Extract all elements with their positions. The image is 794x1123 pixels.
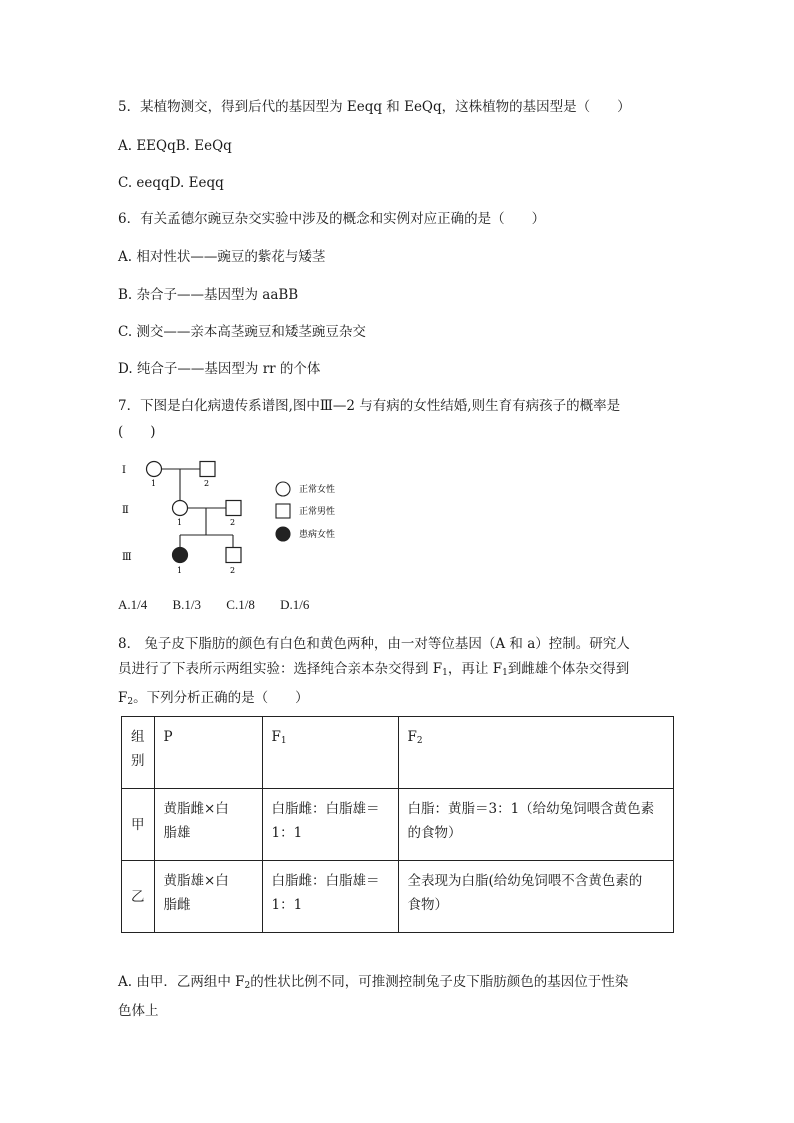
header-p: P: [154, 717, 262, 789]
I-2-normal-male: [200, 462, 215, 477]
q6-stem: 6．有关孟德尔豌豆杂交实验中涉及的概念和实例对应正确的是（ ）: [118, 211, 546, 227]
II-1-number: 1: [177, 518, 183, 527]
row-yi-p: 黄脂雄×白 脂雌: [154, 861, 262, 933]
legend-normal-female-symbol: [276, 482, 290, 496]
q7-stem: 7．下图是白化病遗传系谱图,图中Ⅲ—2 与有病的女性结婚,则生育有病孩子的概率是: [118, 398, 621, 414]
q5-option-cd: C. eeqqD. Eeqq: [118, 175, 224, 191]
header-f2: $F_2$: [398, 717, 674, 789]
q7-option-c: C.1/8: [226, 597, 255, 612]
q8-stem-line-3: $F_2$。下列分析正确的是（ ）: [118, 690, 309, 707]
table-row: [122, 789, 674, 861]
II-1-normal-female: [173, 501, 188, 516]
III-2-number: 2: [230, 566, 236, 575]
q8-stem-line-1: 8． 兔子皮下脂肪的颜色有白色和黄色两种，由一对等位基因（A 和 a）控制。研究人: [118, 636, 630, 652]
row-jia-group: 甲: [122, 789, 155, 861]
row-jia-f2: 白脂：黄脂＝3：1（给幼兔饲喂含黄色素 的食物）: [398, 789, 674, 861]
legend-affected-female: 患病女性: [299, 530, 336, 540]
I-1-number: 1: [151, 479, 157, 488]
q5-stem: 5．某植物测交，得到后代的基因型为 Eeqq 和 EeQq，这株植物的基因型是（ ）: [118, 99, 631, 115]
q7-stem-paren: ( ): [118, 424, 156, 440]
q6-option-a: A. 相对性状——豌豆的紫花与矮茎: [118, 249, 326, 265]
gen-label-1: Ⅰ: [122, 465, 126, 476]
q7-option-d: D.1/6: [280, 597, 310, 612]
row-jia-p: 黄脂雌×白 脂雄: [154, 789, 262, 861]
II-2-normal-male: [226, 501, 241, 516]
row-yi-f2: 全表现为白脂(给幼兔饲喂不含黄色素的 食物）: [398, 861, 674, 933]
pedigree-chart: [118, 455, 378, 585]
gen-label-3: Ⅲ: [122, 552, 132, 563]
table-header-row: [122, 717, 674, 789]
q6-option-b: B. 杂合子——基因型为 aaBB: [118, 287, 299, 303]
II-2-number: 2: [230, 518, 236, 527]
q8-option-a: A. 由甲．乙两组中 $F_2$的性状比例不同，可推测控制兔子皮下脂肪颜色的基因位于性染 色体上: [118, 974, 629, 1019]
legend-normal-male: 正常男性: [299, 507, 336, 517]
table-row: [122, 861, 674, 933]
q8-stem: [118, 632, 678, 715]
row-jia-f1: 白脂雌：白脂雄＝ 1：1: [262, 789, 398, 861]
gen-label-2: Ⅱ: [122, 505, 129, 516]
q7-option-b: B.1/3: [172, 597, 202, 612]
row-yi-group: 乙: [122, 861, 155, 933]
III-2-normal-male: [226, 548, 241, 563]
I-1-normal-female: [147, 462, 162, 477]
q5-option-ab: A. EEQqB. EeQq: [118, 138, 232, 154]
legend-normal-female: 正常女性: [299, 485, 336, 495]
q6-option-c: C. 测交——亲本高茎豌豆和矮茎豌豆杂交: [118, 324, 366, 340]
I-2-number: 2: [204, 479, 210, 488]
III-1-number: 1: [177, 566, 183, 575]
header-f1: $F_1$: [262, 717, 398, 789]
q8-stem-line-2: 员进行了下表所示两组实验：选择纯合亲本杂交得到 $F_1$，再让 $F_1$到雌雄个体杂交得到: [118, 661, 630, 678]
III-1-affected-female: [173, 548, 188, 563]
q7-option-a: A.1/4: [118, 597, 148, 612]
legend-affected-female-symbol: [276, 527, 290, 541]
header-group: 组 别: [122, 717, 155, 789]
q6-option-d: D. 纯合子——基因型为 rr 的个体: [118, 361, 321, 377]
experiment-table: [121, 716, 674, 933]
q7-options: [118, 597, 331, 613]
legend-normal-male-symbol: [276, 504, 290, 518]
row-yi-f1: 白脂雌：白脂雄＝ 1：1: [262, 861, 398, 933]
